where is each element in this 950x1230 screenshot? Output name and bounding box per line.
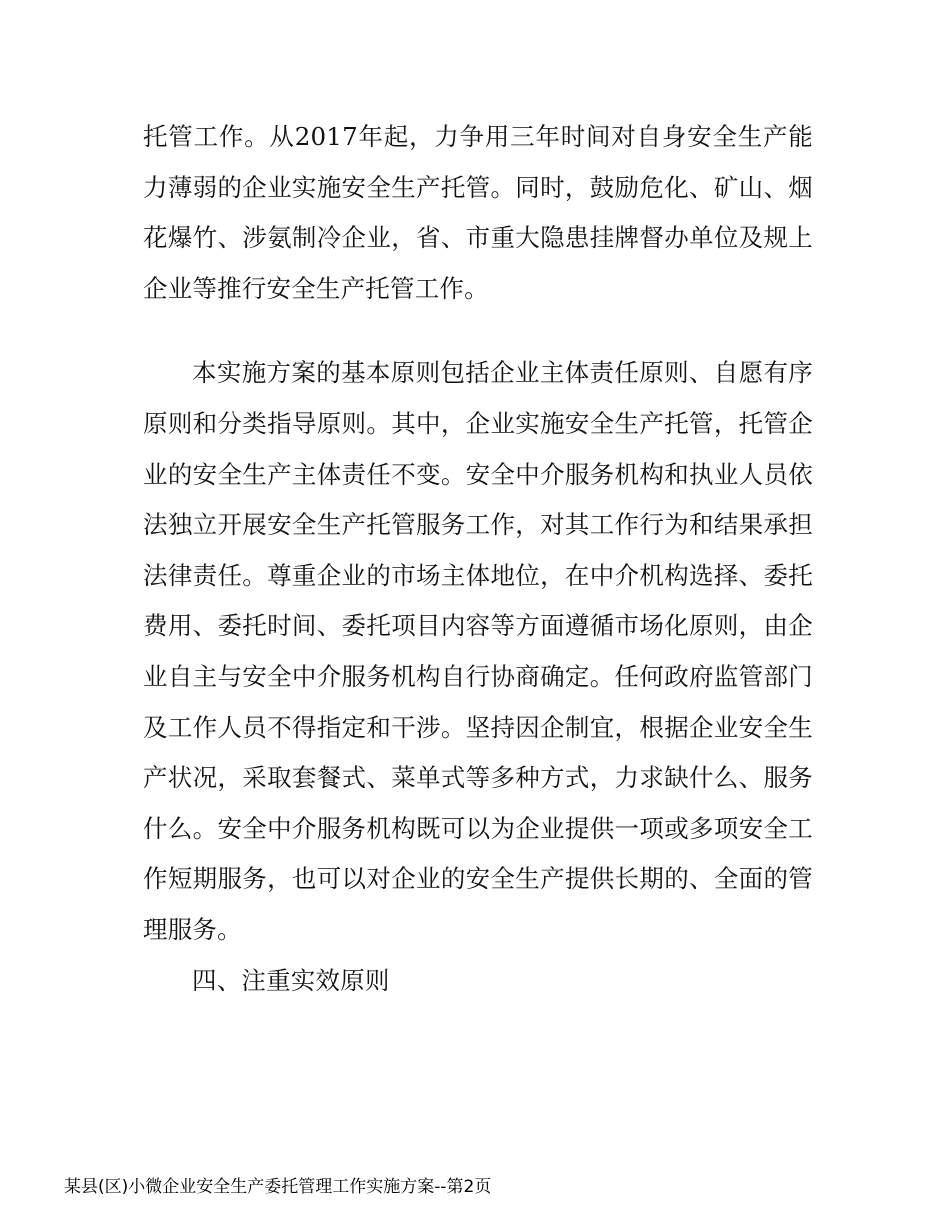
document-body xyxy=(143,112,813,1006)
paragraph-gap xyxy=(143,314,813,348)
paragraph-continuation: 托管工作。从2017年起，力争用三年时间对自身安全生产能力薄弱的企业实施安全生产托管。同时，鼓励危化、矿山、烟花爆竹、涉氨制冷企业，省、市重大隐患挂牌督办单位及规上企业等推行安全生产托管工作。 xyxy=(143,122,813,303)
page-footer: 某县(区)小微企业安全生产委托管理工作实施方案--第2页 xyxy=(64,1177,492,1197)
section-heading: 四、注重实效原则 xyxy=(192,965,390,995)
paragraph-basic-principles: 本实施方案的基本原则包括企业主体责任原则、自愿有序原则和分类指导原则。其中，企业实施安全生产托管，托管企业的安全生产主体责任不变。安全中介服务机构和执业人员依法独立开展安全生产托管服务工作，对其工作行为和结果承担法律责任。尊重企业的市场主体地位，在中介机构选择、委托费用、委托时间、委托项目内容等方面遵循市场化原则，由企业自主与安全中介服务机构自行协商确定。任何政府监管部门及工作人员不得指定和干涉。坚持因企制宜，根据企业安全生产状况，采取套餐式、菜单式等多种方式，力求缺什么、服务什么。安全中介服务机构既可以为企业提供一项或多项安全工作短期服务，也可以对企业的安全生产提供长期的、全面的管理服务。 xyxy=(143,358,813,944)
